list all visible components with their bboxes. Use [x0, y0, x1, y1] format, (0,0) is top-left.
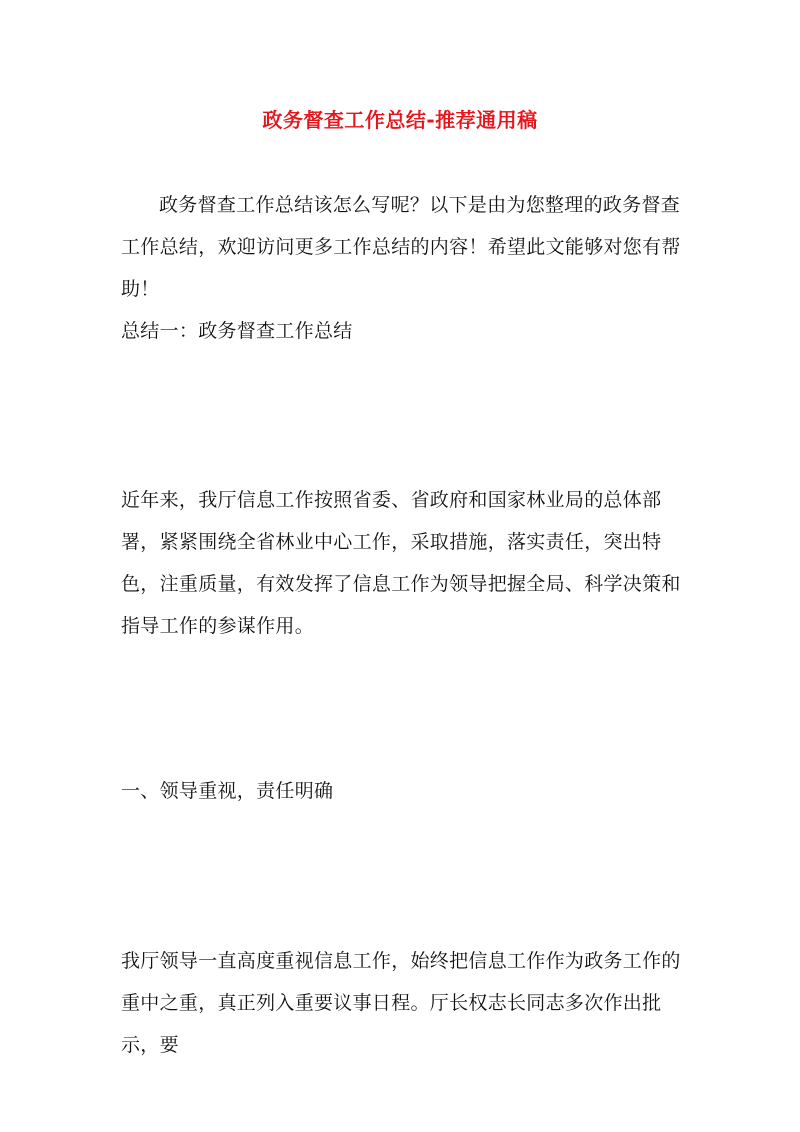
body-paragraph: 我厅领导一直高度重视信息工作，始终把信息工作作为政务工作的重中之重，真正列入重要议事日程。厅长权志长同志多次作出批示，要: [121, 950, 681, 1056]
section-heading: 一、领导重视，责任明确: [121, 780, 334, 802]
document-title: 政务督查工作总结-推荐通用稿: [262, 108, 538, 132]
summary-heading: 总结一：政务督查工作总结: [121, 320, 353, 342]
body-paragraph: 近年来，我厅信息工作按照省委、省政府和国家林业局的总体部署，紧紧围绕全省林业中心工作，采取措施，落实责任，突出特色，注重质量，有效发挥了信息工作为领导把握全局、科学决策和指导工作的参谋作用。: [121, 489, 681, 637]
intro-paragraph: 政务督查工作总结该怎么写呢？以下是由为您整理的政务督查工作总结，欢迎访问更多工作总结的内容！希望此文能够对您有帮助！: [121, 194, 681, 300]
